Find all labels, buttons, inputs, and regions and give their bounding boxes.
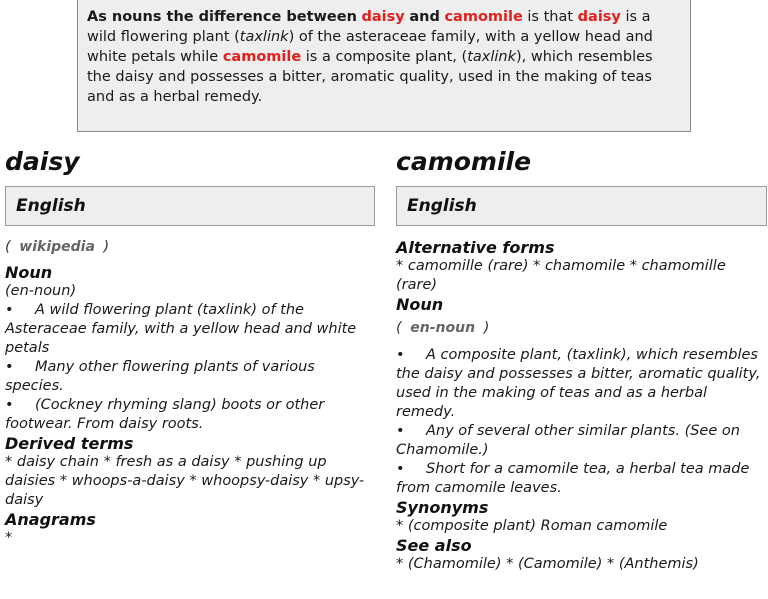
summary-taxlink-2: taxlink xyxy=(467,49,516,65)
definition-item xyxy=(5,358,375,396)
definition-item xyxy=(396,460,764,498)
synonyms-list: * (composite plant) Roman camomile xyxy=(396,518,668,534)
summary-part-4: ), which resembles the daisy and possesses a bitter, aromatic quality, used in the making of teas and as a herbal remedy. xyxy=(87,49,653,105)
noun-template: (en-noun) xyxy=(5,283,77,299)
language-header-daisy: English xyxy=(5,186,375,226)
bullet-icon: • xyxy=(5,359,14,375)
wiki-open-paren: ( xyxy=(5,239,11,255)
anagrams-heading: Anagrams xyxy=(5,510,96,529)
synonyms-heading: Synonyms xyxy=(396,498,489,517)
page-title-daisy: daisy xyxy=(5,147,80,176)
definition-item xyxy=(5,301,375,358)
bullet-icon: • xyxy=(5,397,14,413)
term-camomile-2[interactable]: camomile xyxy=(222,49,302,65)
definition-text: Short for a camomile tea, a herbal tea made from camomile leaves. xyxy=(396,461,750,496)
bullet-icon: • xyxy=(396,461,405,477)
summary-part-1: is a wild flowering plant ( xyxy=(87,9,651,45)
summary-lead: As nouns the difference between xyxy=(87,9,357,25)
alternative-forms-heading: Alternative forms xyxy=(396,238,555,257)
page-title-camomile: camomile xyxy=(396,147,532,176)
see-also-list: * (Chamomile) * (Camomile) * (Anthemis) xyxy=(396,556,699,572)
definition-item xyxy=(396,422,764,460)
camomile-column xyxy=(396,146,764,574)
camomile-entry xyxy=(396,238,764,574)
en-noun-link[interactable]: en-noun xyxy=(410,320,476,336)
bullet-icon: • xyxy=(5,302,14,318)
alternative-forms-list: * camomille (rare) * chamomile * chamomille (rare) xyxy=(396,258,726,293)
summary-part-2: ) of the asteraceae family, with a yellow head and white petals while xyxy=(87,29,653,65)
wikipedia-link[interactable]: wikipedia xyxy=(19,239,95,255)
derived-terms-list: * daisy chain * fresh as a daisy * pushing up daisies * whoops-a-daisy * whoopsy-daisy * upsy-daisy xyxy=(5,454,365,508)
definition-text: Many other flowering plants of various species. xyxy=(5,359,315,394)
summary-taxlink-1: taxlink xyxy=(239,29,289,45)
daisy-entry xyxy=(5,238,375,548)
definition-text: (Cockney rhyming slang) boots or other footwear. From daisy roots. xyxy=(5,397,325,432)
noun-heading: Noun xyxy=(396,295,444,314)
bullet-icon: • xyxy=(396,347,405,363)
definition-item xyxy=(396,346,764,422)
see-also-heading: See also xyxy=(396,536,472,555)
term-camomile[interactable]: camomile xyxy=(444,9,523,25)
language-header-camomile: English xyxy=(396,186,767,226)
noun-open-paren: ( xyxy=(396,320,402,336)
definition-text: Any of several other similar plants. (See on Chamomile.) xyxy=(396,423,740,458)
wikipedia-ref xyxy=(5,238,375,257)
definition-item xyxy=(5,396,375,434)
noun-close-paren: ) xyxy=(483,320,490,336)
definition-text: A composite plant, (taxlink), which resembles the daisy and possesses a bitter, aromatic quality, used in the making of teas and as a herbal remedy. xyxy=(396,347,761,420)
definition-text: A wild flowering plant (taxlink) of the Asteraceae family, with a yellow head and white petals xyxy=(5,302,357,356)
term-daisy[interactable]: daisy xyxy=(361,9,405,25)
term-daisy-2[interactable]: daisy xyxy=(577,9,621,25)
daisy-column xyxy=(5,146,375,548)
derived-terms-heading: Derived terms xyxy=(5,434,134,453)
noun-heading: Noun xyxy=(5,263,53,282)
summary-part-3: is a composite plant, ( xyxy=(305,49,468,65)
wiki-close-paren: ) xyxy=(103,239,110,255)
anagrams-list: * xyxy=(5,530,13,546)
comparison-summary xyxy=(77,0,691,132)
bullet-icon: • xyxy=(396,423,405,439)
summary-and: and xyxy=(409,9,440,25)
en-noun-ref xyxy=(396,319,764,338)
summary-is-that: is that xyxy=(527,9,574,25)
